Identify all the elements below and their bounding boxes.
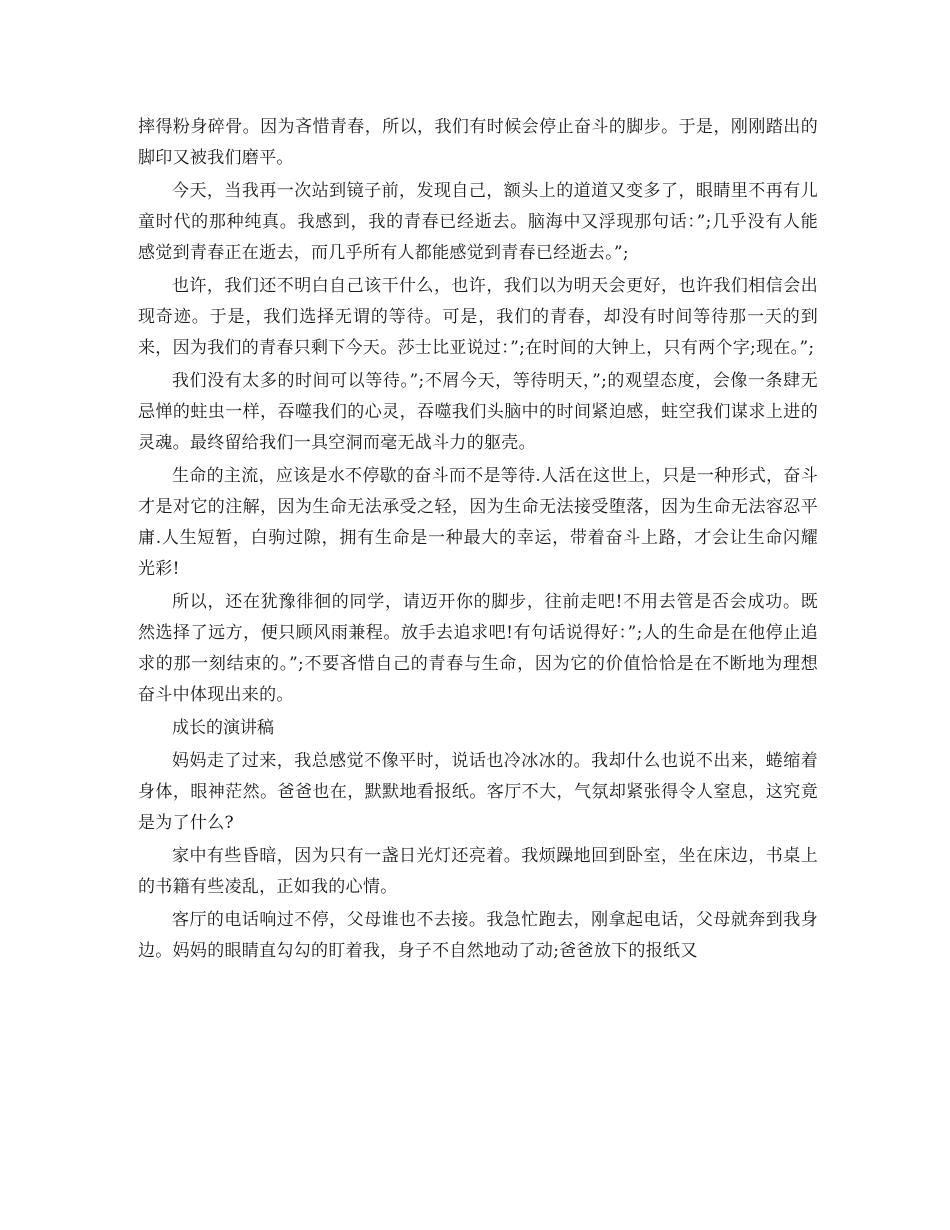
paragraph: 所以，还在犹豫徘徊的同学，请迈开你的脚步，往前走吧!不用去管是否会成功。既然选择了远方，便只顾风雨兼程。放手去追求吧!有句话说得好：”;人的生命是在他停止追求的那一刻结束的。”;不要吝惜自己的青春与生命，因为它的价值恰恰是在不断地为理想奋斗中体现出来的。: [138, 592, 818, 705]
paragraph: 客厅的电话响过不停，父母谁也不去接。我急忙跑去，刚拿起电话，父母就奔到我身边。妈妈的眼睛直勾勾的盯着我，身子不自然地动了动;爸爸放下的报纸又: [138, 910, 818, 961]
paragraph-continued: 摔得粉身碎骨。因为吝惜青春，所以，我们有时候会停止奋斗的脚步。于是，刚刚踏出的脚印又被我们磨平。: [138, 117, 818, 168]
document-page: [138, 112, 818, 969]
section-title: 成长的演讲稿: [172, 718, 274, 738]
paragraph: 今天，当我再一次站到镜子前，发现自己，额头上的道道又变多了，眼睛里不再有儿童时代的那种纯真。我感到，我的青春已经逝去。脑海中又浮现那句话：”;几乎没有人能感觉到青春正在逝去，而几乎所有人都能感觉到青春已经逝去。”;: [138, 181, 818, 263]
paragraph: 我们没有太多的时间可以等待。”;不屑今天，等待明天，”;的观望态度，会像一条肆无忌惮的蛀虫一样，吞噬我们的心灵，吞噬我们头脑中的时间紧迫感，蛀空我们谋求上进的灵魂。最终留给我们一具空洞而毫无战斗力的躯壳。: [138, 371, 818, 453]
paragraph: 生命的主流，应该是水不停歇的奋斗而不是等待.人活在这世上，只是一种形式，奋斗才是对它的注解，因为生命无法承受之轻，因为生命无法接受堕落，因为生命无法容忍平庸.人生短暂，白驹过隙，拥有生命是一种最大的幸运，带着奋斗上路，才会让生命闪耀光彩!: [138, 466, 818, 579]
paragraph: 妈妈走了过来，我总感觉不像平时，说话也冷冰冰的。我却什么也说不出来，蜷缩着身体，眼神茫然。爸爸也在，默默地看报纸。客厅不大，气氛却紧张得令人窒息，这究竟是为了什么?: [138, 751, 818, 833]
paragraph: 家中有些昏暗，因为只有一盏日光灯还亮着。我烦躁地回到卧室，坐在床边，书桌上的书籍有些凌乱，正如我的心情。: [138, 846, 818, 897]
paragraph: 也许，我们还不明白自己该干什么，也许，我们以为明天会更好，也许我们相信会出现奇迹。于是，我们选择无谓的等待。可是，我们的青春，却没有时间等待那一天的到来，因为我们的青春只剩下今天。莎士比亚说过：”;在时间的大钟上，只有两个字;现在。”;: [138, 276, 818, 358]
